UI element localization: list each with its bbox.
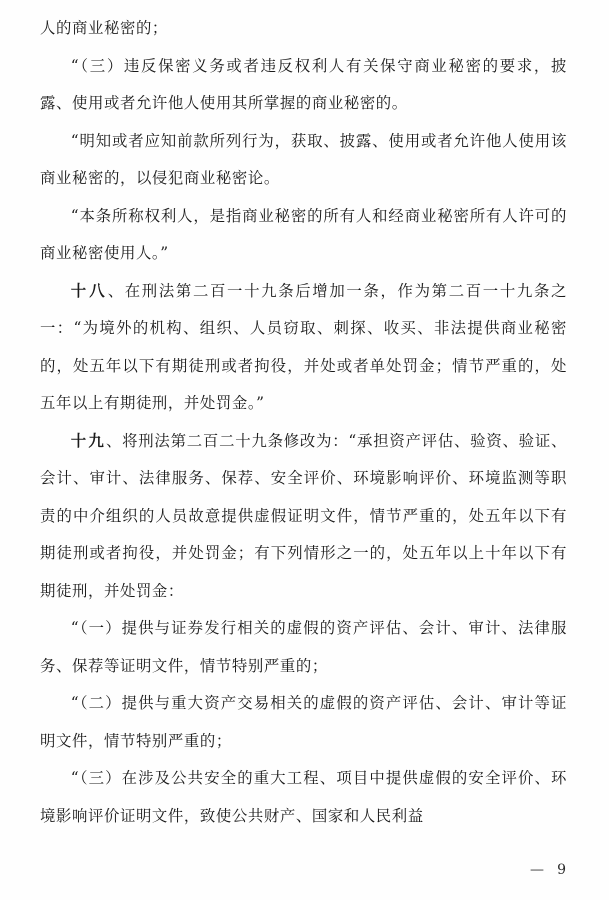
article-number: 十八: [70, 281, 108, 300]
paragraph-text: “（三）在涉及公共安全的重大工程、项目中提供虚假的安全评价、环境影响评价证明文件，致使公共财产、国家和人民利益: [40, 769, 567, 825]
paragraph-text: 、在刑法第二百一十九条后增加一条，作为第二百一十九条之一：“为境外的机构、组织、人员窃取、刺探、收买、非法提供商业秘密的，处五年以下有期徒刑或者拘役，并处或者单处罚金；情节严重的，处五年以上有期徒刑，并处罚金。”: [40, 281, 567, 412]
paragraph-text: “（三）违反保密义务或者违反权利人有关保守商业秘密的要求，披露、使用或者允许他人使用其所掌握的商业秘密的。: [40, 56, 567, 112]
page-number: 9: [557, 862, 567, 878]
paragraph-text: 、将刑法第二百二十九条修改为：“承担资产评估、验资、验证、会计、审计、法律服务、保荐、安全评价、环境影响评价、环境监测等职责的中介组织的人员故意提供虚假证明文件，情节严重的，处五年以下有期徒刑或者拘役，并处罚金；有下列情形之一的，处五年以上十年以下有期徒刑，并处罚金：: [40, 431, 567, 600]
article-number: 十九: [70, 431, 106, 450]
document-body: [40, 10, 567, 835]
paragraph: [40, 198, 567, 273]
paragraph-text: “（二）提供与重大资产交易相关的虚假的资产评估、会计、审计等证明文件，情节特别严重的；: [40, 694, 567, 750]
paragraph-text: “明知或者应知前款所列行为，获取、披露、使用或者允许他人使用该商业秘密的，以侵犯商业秘密论。: [40, 131, 567, 187]
paragraph-text: “本条所称权利人，是指商业秘密的所有人和经商业秘密所有人许可的商业秘密使用人。”: [40, 206, 567, 262]
paragraph-article-18: [40, 273, 567, 423]
paragraph-item-3: [40, 760, 567, 835]
paragraph-text: “（一）提供与证券发行相关的虚假的资产评估、会计、审计、法律服务、保荐等证明文件，情节特别严重的；: [40, 619, 567, 675]
paragraph: [40, 48, 567, 123]
footer-dash: —: [530, 862, 545, 878]
paragraph: [40, 123, 567, 198]
paragraph-article-19: [40, 423, 567, 611]
paragraph: [40, 10, 567, 48]
paragraph-item-1: [40, 610, 567, 685]
page-footer: [0, 862, 567, 878]
paragraph-text: 人的商业秘密的；: [40, 19, 168, 37]
paragraph-item-2: [40, 685, 567, 760]
